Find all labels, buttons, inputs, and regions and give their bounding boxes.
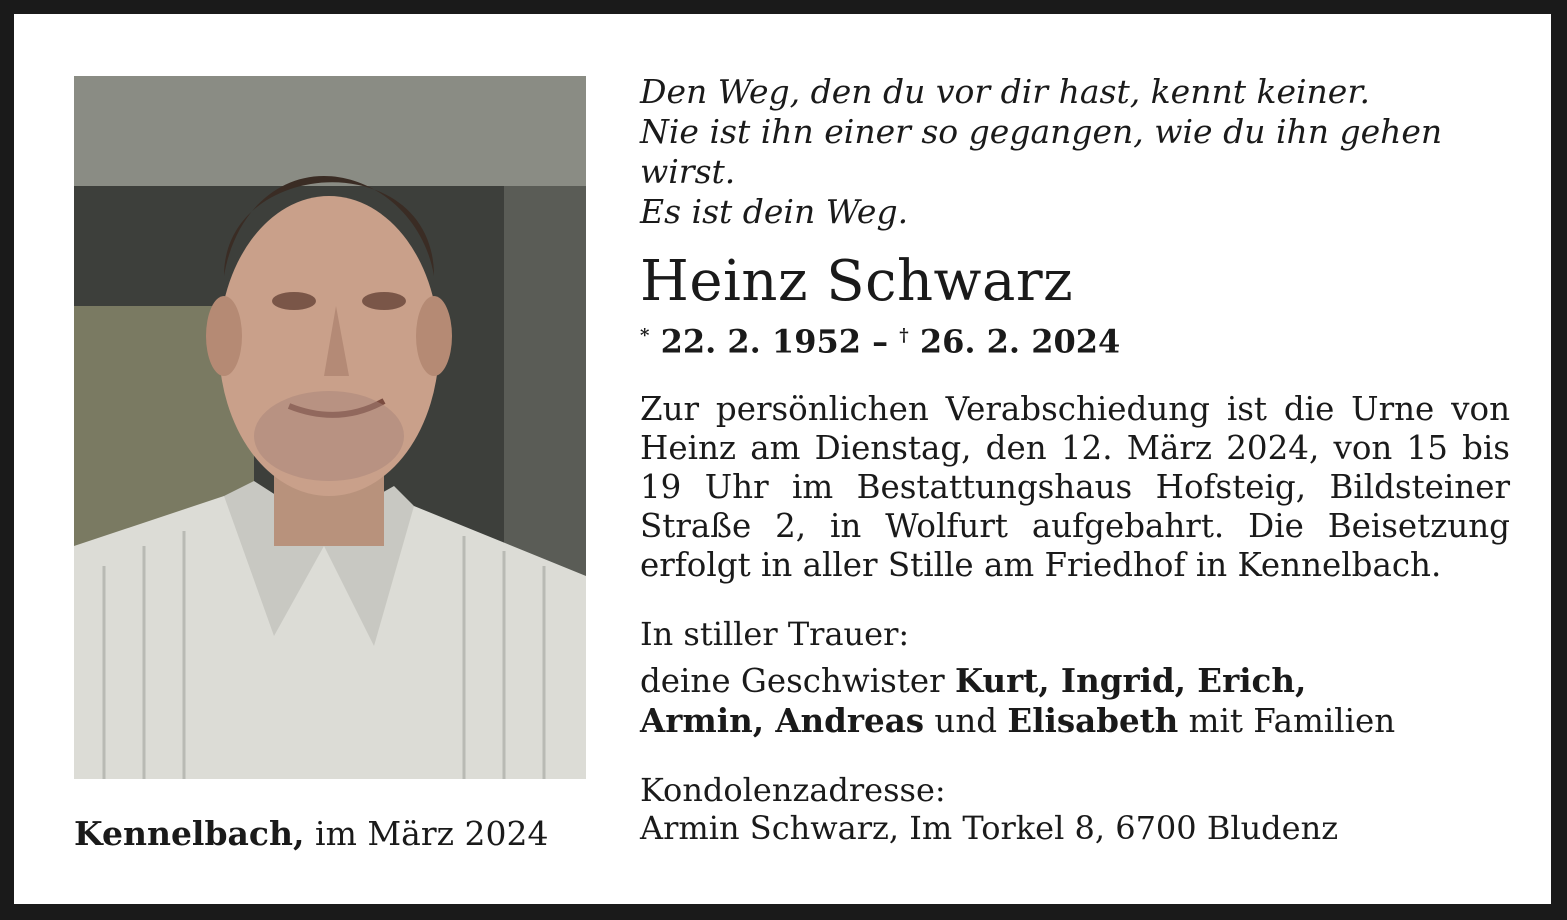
birth-symbol: * xyxy=(640,325,650,346)
portrait-illustration xyxy=(74,76,586,779)
mourners-intro: deine Geschwister xyxy=(640,661,945,700)
poem xyxy=(640,72,1510,232)
poem-line: Den Weg, den du vor dir hast, kennt keiner. xyxy=(640,72,1370,111)
place-date: im März 2024 xyxy=(315,814,549,853)
condolence-label: Kondolenzadresse: xyxy=(640,770,946,809)
mourners-suffix: mit Familien xyxy=(1188,701,1396,740)
condolence-block xyxy=(640,771,1510,847)
death-date: 26. 2. 2024 xyxy=(919,322,1121,361)
announcement-text: Zur persönlichen Verabschiedung ist die Urne von Heinz am Dienstag, den 12. März 2024, von 15 bis 19 Uhr im Bestattungshaus Hofsteig, Bildsteiner Straße 2, in Wolfurt aufgebahrt. Die Beisetzung erfolgt in aller Stille am Friedhof in Kennelbach. xyxy=(640,389,1510,584)
poem-line: Es ist dein Weg. xyxy=(640,192,909,231)
place-date-line xyxy=(74,814,548,853)
birth-date: 22. 2. 1952 xyxy=(660,322,861,361)
mourners-label: In stiller Trauer: xyxy=(640,614,910,653)
portrait-photo xyxy=(74,76,586,779)
mourners-names: Elisabeth xyxy=(1007,700,1179,740)
text-column xyxy=(640,72,1510,847)
date-separator: – xyxy=(872,322,889,361)
life-dates xyxy=(640,316,1510,362)
mourners-conj: und xyxy=(934,701,998,740)
place-name: Kennelbach, xyxy=(74,814,305,853)
obituary-card xyxy=(14,14,1551,904)
poem-line: Nie ist ihn einer so gegangen, wie du ihn gehen wirst. xyxy=(640,112,1443,191)
death-symbol: † xyxy=(899,325,909,346)
deceased-name: Heinz Schwarz xyxy=(640,249,1074,314)
condolence-address: Armin Schwarz, Im Torkel 8, 6700 Bludenz xyxy=(640,808,1339,847)
mourners-names: Kurt, Ingrid, Erich, xyxy=(955,660,1307,700)
mourners-list xyxy=(640,661,1510,741)
mourners-names: Armin, Andreas xyxy=(640,700,925,740)
